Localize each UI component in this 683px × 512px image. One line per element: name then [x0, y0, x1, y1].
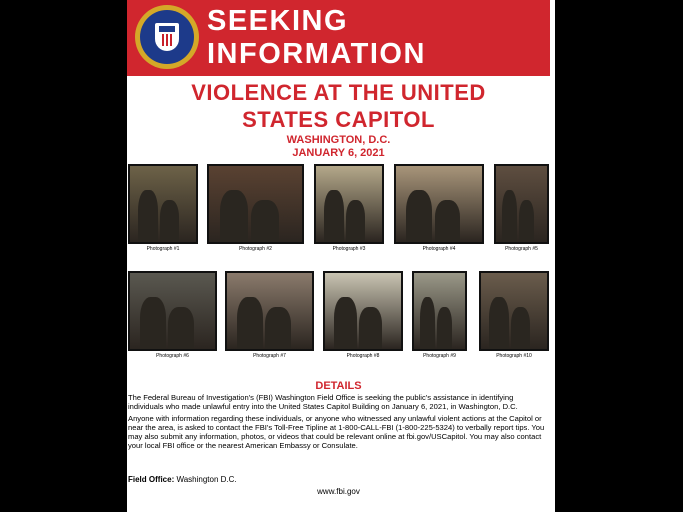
photograph-8 [323, 271, 403, 351]
field-office-label: Field Office: [128, 475, 175, 484]
photograph-4 [394, 164, 484, 244]
photograph-caption: Photograph #3 [332, 246, 366, 252]
photograph-caption: Photograph #4 [422, 246, 456, 252]
details-heading: DETAILS [315, 380, 362, 392]
photograph-caption: Photograph #7 [253, 353, 286, 359]
headline-line2: STATES CAPITOL [242, 107, 435, 132]
details-paragraph-2: Anyone with information regarding these individuals, or anyone who witnessed any unlawful violent actions at the Capitol or near the area, is asked to contact the FBI's Toll-Free Tipline at 1-800-CALL-FBI (1-800-225-5324) to verbally report tips. You may also submit any information, photos, or videos that could be relevant online at fbi.gov/USCapitol. You may also contact your local FBI office or the nearest American Embassy or Consulate. [128, 414, 545, 450]
photograph-1 [128, 164, 198, 244]
location: WASHINGTON, D.C. [286, 134, 391, 146]
wanted-poster [127, 0, 555, 512]
photograph-6 [128, 271, 217, 351]
footer-url[interactable]: www.fbi.gov [317, 487, 360, 496]
header-banner [127, 0, 550, 76]
photograph-caption: Photograph #2 [239, 246, 272, 252]
banner-title-line2: INFORMATION [207, 38, 426, 70]
photograph-10 [479, 271, 549, 351]
photograph-9 [412, 271, 467, 351]
headline-line1: VIOLENCE AT THE UNITED [191, 80, 486, 105]
fbi-seal-icon [135, 5, 199, 69]
photograph-caption: Photograph #10 [496, 353, 532, 359]
date: JANUARY 6, 2021 [292, 147, 385, 159]
photograph-caption: Photograph #1 [146, 246, 180, 252]
photograph-caption: Photograph #8 [346, 353, 380, 359]
details-paragraph-1: The Federal Bureau of Investigation's (FBI) Washington Field Office is seeking the public's assistance in identifying individuals who made unlawful entry into the United States Capitol Building on January 6, 2021, in Washington, D.C. [128, 393, 518, 411]
photograph-caption: Photograph #6 [156, 353, 189, 359]
photograph-7 [225, 271, 314, 351]
field-office-value: Washington D.C. [176, 475, 237, 484]
photograph-caption: Photograph #5 [505, 246, 538, 252]
photograph-caption: Photograph #9 [423, 353, 456, 359]
photograph-2 [207, 164, 304, 244]
field-office [128, 475, 237, 485]
photograph-5 [494, 164, 549, 244]
banner-title-line1: SEEKING [207, 5, 349, 37]
photograph-3 [314, 164, 384, 244]
